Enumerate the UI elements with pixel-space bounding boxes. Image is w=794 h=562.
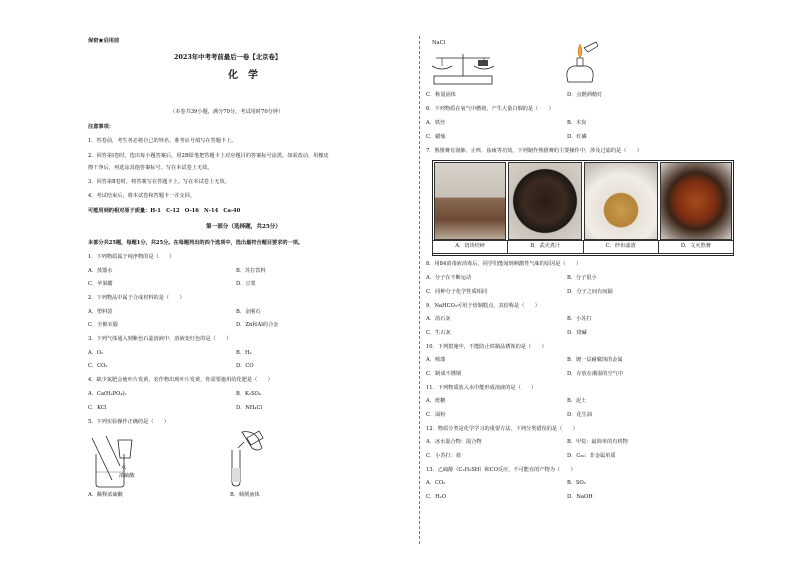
question-5-stem: 5．下列实验操作正确的是（ ） (88, 419, 170, 425)
photo-simmering (660, 162, 732, 240)
question-7-stem: 7．熟猪膏有润肺、止咳、祛痰等功效，下列制作熟猪膏的主要操作中，涉及过滤的是（ ） (426, 148, 642, 154)
notes-heading: 注意事项： (88, 124, 114, 130)
water-label: 水 (121, 465, 127, 471)
option-d: D．NaOH (567, 494, 593, 500)
note-item: 擦干净后，再选涂其他答案标号。写在本试卷上无效。 (88, 165, 213, 171)
option-b: B．小苏打 (567, 316, 592, 322)
note-item: 4．考试结束后，将本试卷和答题卡一并交回。 (88, 193, 196, 199)
photo-boiling (508, 162, 582, 240)
option-a: A．铁丝 (426, 120, 446, 126)
option-c: C．小苏打：盐 (426, 453, 462, 459)
caption-c: C．纱布滤渣 (583, 241, 658, 253)
option-b: B．镀一层耐腐蚀的金属 (567, 357, 623, 363)
question-1-stem: 1．下列物质属于纯净物的是（ ） (88, 254, 175, 260)
option-d: D．花生油 (567, 412, 592, 418)
option-a: A．冰水混合物：混合物 (426, 439, 482, 445)
acid-label: 浓硫酸 (119, 473, 135, 479)
nacl-label: NaCl (432, 40, 446, 46)
part1-intro: 本部分共25题，每题1分，共25分。在每题列出的四个选项中，选出最符合题目要求的一项。 (88, 240, 304, 246)
note-item: 1．答卷前，考生务必将自己的姓名、准考证号填写在答题卡上。 (88, 138, 237, 144)
question-8-stem: 8．用84消毒液消毒后，同学们能闻到刺激性气味的原因是（ ） (426, 261, 582, 267)
alcohol-lamp-figure (560, 38, 600, 86)
note-item: 3．回答第Ⅱ卷时，将答案写在答题卡上。写在本试卷上无效。 (88, 179, 230, 185)
q7-captions (432, 240, 734, 254)
option-c: C．苹果醋 (88, 281, 113, 287)
pour-liquid-figure (222, 428, 272, 490)
option-c: C．CO₂ (88, 363, 108, 369)
question-11-stem: 11．下列物质放入水中能形成溶液的是（ ） (426, 385, 537, 391)
photo-filtering (584, 162, 658, 240)
option-b: B．苏打饮料 (236, 268, 266, 274)
option-d: D．豆浆 (236, 281, 256, 287)
dilute-acid-figure (88, 432, 158, 490)
option-c: C．制成不锈钢 (426, 371, 462, 377)
option-d: D．点燃酒精灯 (567, 92, 603, 98)
option-b: B．分子很小 (567, 275, 597, 281)
question-9-stem: 9．NaHCO₃可用于焙制糕点，其俗称是（ ） (426, 303, 540, 309)
option-d: D．NH₄Cl (236, 405, 263, 411)
question-4-stem: 4．缺少氮肥会使叶片发黄，农作物出现叶片发黄，你需要施用的化肥是（ ） (88, 377, 273, 383)
option-c: C．面粉 (426, 412, 446, 418)
option-d: D．烧碱 (567, 330, 587, 336)
option-c: C．生石灰 (426, 330, 451, 336)
note-item: 2．回答第Ⅰ卷时，选出每小题答案后，用2B铅笔把答题卡上对应题目的答案标号涂黑。如需改动，用橡皮 (88, 153, 329, 159)
option-c: C．蜡烛 (426, 134, 446, 140)
caption-b: B．武火煮汁 (507, 241, 582, 253)
option-c: C．全棉衣服 (88, 322, 118, 328)
option-a: A．O₂ (88, 350, 104, 356)
option-b: B．金刚石 (236, 309, 261, 315)
question-12-stem: 12．物质分类是化学学习的重要方法，下列分类错误的是（ ） (426, 426, 578, 432)
option-d: D．CO (236, 363, 254, 369)
option-b: B．K₂SO₄ (236, 391, 261, 397)
question-3-stem: 3．下列气体通入到紫色石蕊溶液中，溶液变红色的是（ ） (88, 336, 232, 342)
question-10-stem: 10．下列措施中，不能防止铁制品锈蚀的是（ ） (426, 344, 547, 350)
caption-d: D．文火熬膏 (658, 241, 733, 253)
caption-a: A．切块绞碎 (455, 243, 485, 249)
option-a: A．稀释浓硫酸 (88, 492, 123, 498)
option-a: A．CO₂ (426, 480, 446, 486)
option-a: A．塑料袋 (88, 309, 113, 315)
column-divider (419, 36, 420, 544)
option-a: A．蒸馏水 (88, 268, 113, 274)
option-a: A．喷漆 (426, 357, 446, 363)
atomic-mass: 可能用到的相对原子质量：H-1 C-12 O-16 N-14 Ca-40 (88, 208, 241, 214)
option-b: B．泥土 (567, 398, 587, 404)
option-b: B．倾倒液体 (230, 492, 260, 498)
option-b: B．甲烷：最简单的有机物 (567, 439, 628, 445)
exam-title: 2023年中考考前最后一卷【北京卷】 (174, 53, 282, 61)
option-d: D．C₆₀：非金属单质 (567, 453, 616, 459)
option-d: D．红磷 (567, 134, 587, 140)
option-b: B．H₂ (236, 350, 252, 356)
secret-label: 保密★启用前 (88, 38, 120, 44)
option-d: D．存放在潮湿的空气中 (567, 371, 624, 377)
option-c: C．H₂O (426, 494, 447, 500)
option-a: A．消石灰 (426, 316, 451, 322)
photo-cutting (434, 162, 506, 240)
option-c: C．KCl (88, 405, 107, 411)
option-a: A．分子在不断运动 (426, 275, 472, 281)
question-13-stem: 13．乙硫醇（C₂H₅SH）和CO反应，不可能有的产物为（ ） (426, 467, 576, 473)
subject-title: 化 学 (228, 70, 258, 81)
question-2-stem: 2．下列物品中属于合成材料的是（ ） (88, 295, 185, 301)
exam-info: （本卷共39小题，满分70分，考试用时70分钟） (170, 109, 284, 115)
option-b: B．木炭 (567, 120, 587, 126)
option-d: D．分子之间有间隔 (567, 289, 613, 295)
option-c: C．同种分子化学性质相同 (426, 289, 488, 295)
balance-figure (426, 40, 500, 88)
option-b: B．SO₂ (567, 480, 586, 486)
option-d: D．Zn和Al的合金 (236, 322, 279, 328)
option-a: A．蔗糖 (426, 398, 446, 404)
option-c: C．称量固体 (426, 92, 456, 98)
question-6-stem: 6．下列物质在氧气中燃烧，产生大量白烟的是（ ） (426, 106, 554, 112)
option-a: A．Ca(H₂PO₄)₂ (88, 391, 127, 397)
part1-heading: 第一部分（选择题，共25分） (206, 224, 281, 230)
